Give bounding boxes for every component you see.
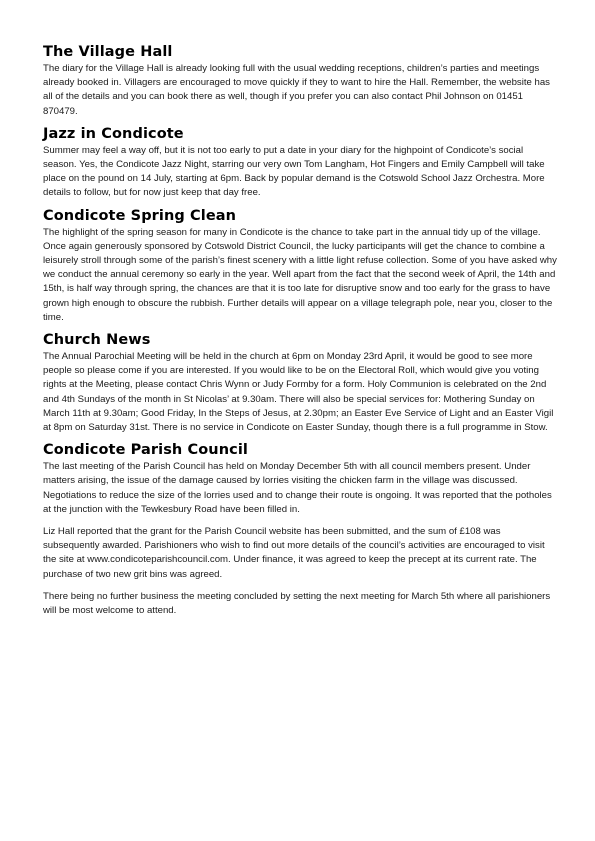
- section-jazz: [43, 126, 558, 201]
- section-paragraph: Liz Hall reported that the grant for the Parish Council website has been submitted, and the sum of £108 was subsequently awarded. Parishioners who wish to find out more details of the council’s activities are encouraged to visit the site at www.condicoteparishcouncil.com. Under finance, it was agreed to keep the precept at its current rate. The purchase of two new grit bins was agreed.: [43, 526, 545, 580]
- section-paragraph: The diary for the Village Hall is already looking full with the usual wedding receptions, children’s parties and meetings already booked in. Villagers are encouraged to move quickly if they to want to hire the Hall. Remember, the website has all of the details and you can book there as well, though if you prefer you can also contact Phil Johnson on 01451 870479.: [43, 63, 550, 117]
- newsletter-page: [43, 44, 558, 625]
- section-paragraph: The last meeting of the Parish Council has held on Monday December 5th with all council members present. Under matters arising, the issue of the damage caused by lorries visiting the chicken farm in the village was discussed. Negotiations to reduce the size of the lorries used and to change their route is ongoing. It was reported that the potholes at the junction with the Tewkesbury Road have been filled in.: [43, 461, 552, 515]
- section-title: Church News: [43, 332, 151, 349]
- section-paragraph: The highlight of the spring season for many in Condicote is the chance to take part in the annual tidy up of the village. Once again generously sponsored by Cotswold District Council, the lucky participants will get the chance to combine a leisurely stroll through some of the parish’s finest scenery with a little light refuse collection. Some of you have asked why we conduct the annual ceremony so early in the year. Well apart from the fact that the second week of April, the 14th and 15th, is half way through spring, the chances are that it is too late for disruptive snow and too early for the grass to have grown high enough to obscure the rubbish. Further details will appear on a village telegraph pole, near you, closer to the time.: [43, 226, 557, 323]
- section-paragraph: Summer may feel a way off, but it is not too early to put a date in your diary for the highpoint of Condicote’s social season. Yes, the Condicote Jazz Night, starring our very own Tom Langham, Hot Fingers and Emily Campbell will take place on the pound on 14 July, starting at 6pm. Back by popular demand is the Cotswold School Jazz Orchestra. More details to follow, but for now just keep that day free.: [43, 144, 545, 199]
- section-church-news: [43, 332, 558, 435]
- section-title: Jazz in Condicote: [43, 125, 184, 142]
- section-parish-council: [43, 442, 558, 618]
- section-title: Condicote Parish Council: [43, 442, 248, 459]
- section-paragraph: The Annual Parochial Meeting will be held in the church at 6pm on Monday 23rd April, it would be good to see more people so please come if you are interested. If you would like to be on the Electoral Roll, which would give you voting rights at the Meeting, please contact Chris Wynn or Judy Formby for a form. Holy Communion is celebrated on the 2nd and 4th Sundays of the month in St Nicolas’ at 9.30am. There will also be special services for: Mothering Sunday on March 11th at 9.30am; Good Friday, In the Steps of Jesus, at 2.30pm; an Easter Eve Service of Light and an Easter Vigil at 8pm on Saturday 31st. There is no service in Condicote on Easter Sunday, though there is a full programme in Stow.: [43, 351, 554, 434]
- section-title: Condicote Spring Clean: [43, 207, 237, 224]
- section-spring-clean: [43, 208, 558, 325]
- section-village-hall: [43, 44, 558, 119]
- section-title: The Village Hall: [43, 44, 173, 60]
- section-paragraph: There being no further business the meeting concluded by setting the next meeting for March 5th where all parishioners will be most welcome to attend.: [43, 590, 551, 617]
